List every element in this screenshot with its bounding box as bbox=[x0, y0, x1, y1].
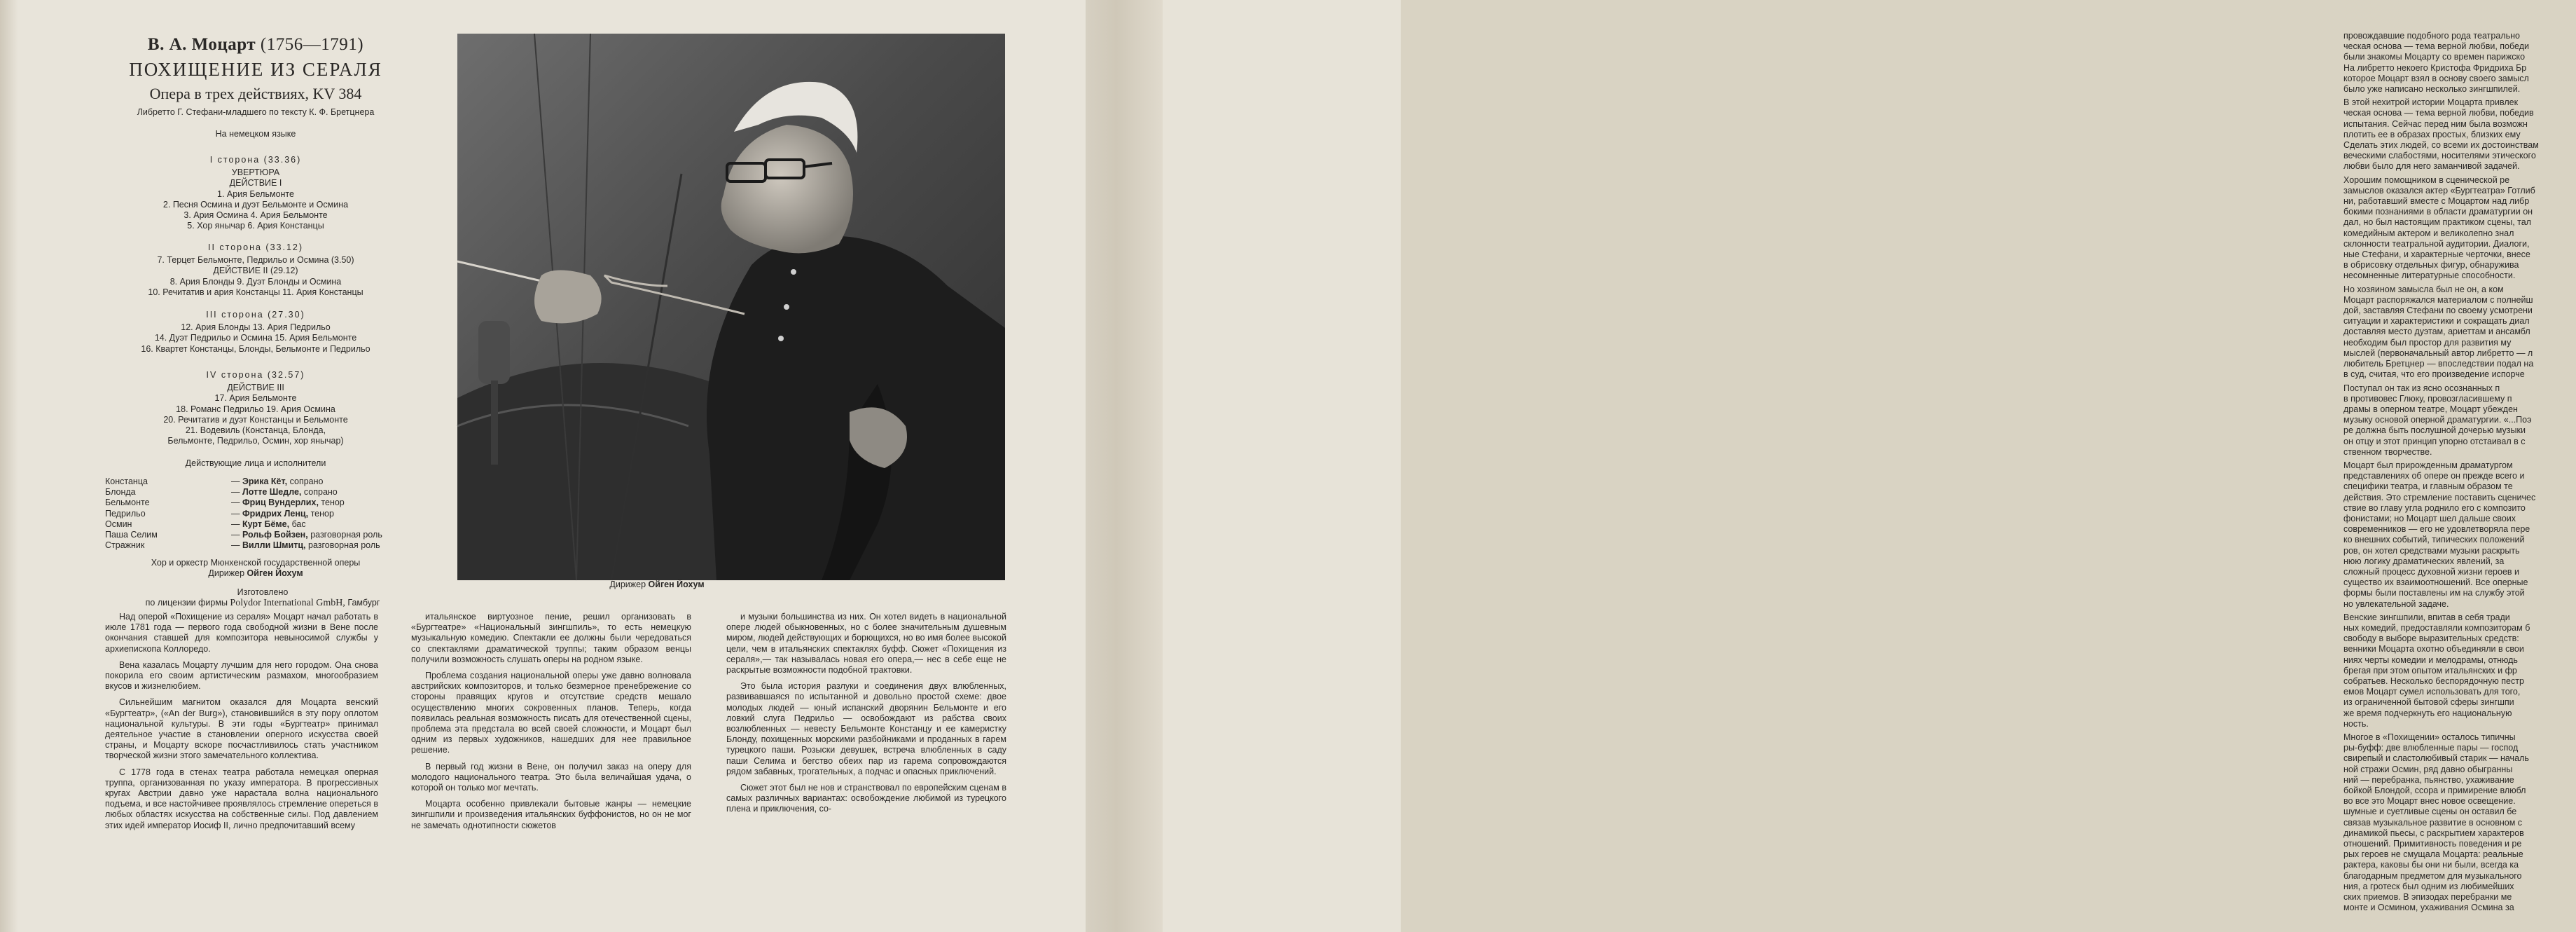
text-line: которое Моцарт взял в основу своего замысл bbox=[2343, 73, 2529, 83]
track-line: 21. Водевиль (Констанца, Блонда, bbox=[185, 425, 326, 436]
cast-row bbox=[105, 540, 420, 551]
side-block bbox=[91, 310, 420, 355]
track-line: 1. Ария Бельмонте bbox=[217, 189, 294, 199]
composer-line: В. А. Моцарт (1756—1791) bbox=[147, 35, 364, 54]
track-line: 7. Терцет Бельмонте, Педрильо и Осмина (3.50) bbox=[157, 255, 354, 266]
cast-row bbox=[105, 530, 420, 540]
cast-title: Действующие лица и исполнители bbox=[185, 458, 326, 468]
paragraph: и музыки большинства из них. Он хотел видеть в национальной опере людей обыкновенных, но с более значительным душевным миром, людей действующих и борющихся, но во имя более высокой цели, чем в итальянских спектаклях буфф. Сюжет «Похищения из сераля»,— так называлась новая его опера,— нес в себе еще не раскрытые возможности подобной трактовки. bbox=[726, 612, 1006, 676]
cast-dash: — bbox=[231, 530, 240, 540]
text-line: нюю логику драматических явлений, за bbox=[2343, 556, 2505, 566]
text-line: рактера, каковы бы они ни были, всегда ка bbox=[2343, 860, 2519, 870]
record-sleeve-spread bbox=[0, 0, 1086, 932]
text-line: комедийным актером и великолепно знал bbox=[2343, 228, 2514, 238]
text-line: доставляя место дуэтам, ариеттам и ансамбл bbox=[2343, 327, 2530, 337]
text-line: плотить ее в образах простых, близких ему bbox=[2343, 129, 2521, 139]
track-line: 12. Ария Блонды 13. Ария Педрильо bbox=[181, 322, 331, 333]
text-line: ствие во главу угла роднило его с композито bbox=[2343, 502, 2526, 513]
role-name: Осмин bbox=[105, 519, 132, 529]
paragraph bbox=[2331, 175, 2576, 282]
cast-row bbox=[105, 498, 420, 508]
text-line: дой, заставляя Стефани по своему усмотрени bbox=[2343, 306, 2533, 316]
text-line: в обрисовку отдельных фигур, обнаружива bbox=[2343, 260, 2519, 270]
side-heading: III сторона (27.30) bbox=[206, 310, 305, 320]
cast-row bbox=[105, 487, 420, 498]
article-column-2 bbox=[411, 612, 691, 831]
track-line: 18. Романс Педрильо 19. Ария Осмина bbox=[176, 404, 335, 414]
text-line: любитель Бретцнер — впоследствии подал на bbox=[2343, 359, 2534, 369]
text-line: же время подчеркнуть его национальную bbox=[2343, 708, 2512, 718]
text-line: ных комедий, предоставляли композиторам б bbox=[2343, 622, 2530, 633]
paragraph bbox=[2331, 285, 2576, 381]
text-line: было уже написано несколько зингшпилей. bbox=[2343, 84, 2521, 95]
text-line: действия. Это стремление поставить сценичес bbox=[2343, 492, 2536, 502]
text-line: любви было для него заманчивой задачей. bbox=[2343, 161, 2520, 172]
text-line: венники Моцарта охотно объединяли в свои bbox=[2343, 644, 2524, 655]
cast-dash: — bbox=[231, 540, 240, 551]
paragraph bbox=[2331, 97, 2576, 172]
text-line: собратьев. Несколько беспорядочную пестр bbox=[2343, 676, 2524, 686]
text-line: несомненные литературные способности. bbox=[2343, 270, 2516, 281]
text-line: дал, но был настоящим практиком сцены, тал bbox=[2343, 217, 2531, 228]
cast-list bbox=[105, 477, 420, 551]
track-line: ДЕЙСТВИЕ III bbox=[227, 383, 284, 393]
performers-line: Хор и оркестр Мюнхенской государственной оперы bbox=[151, 558, 361, 568]
text-line: он отцу и этот принцип упорно отстаивал в с bbox=[2343, 436, 2526, 446]
side-block bbox=[91, 242, 420, 298]
text-line: ний — перебранка, пьянство, ухаживание bbox=[2343, 774, 2514, 785]
paragraph bbox=[2331, 612, 2576, 729]
performer-name: Курт Бёме, bbox=[242, 519, 290, 529]
opera-subtitle: Опера в трех действиях, KV 384 bbox=[149, 85, 362, 102]
text-line: мыслей (первоначальный автор либретто — л bbox=[2343, 348, 2533, 358]
side-heading: II сторона (33.12) bbox=[207, 242, 304, 252]
track-line: 20. Речитатив и дуэт Констанцы и Бельмонте bbox=[163, 414, 348, 425]
performer-name: Вилли Шмитц, bbox=[242, 540, 306, 551]
performer bbox=[231, 498, 345, 508]
paragraph bbox=[2331, 31, 2576, 95]
voice-type: тенор bbox=[310, 508, 334, 519]
paragraph: Над оперой «Похищение из сераля» Моцарт начал работать в июле 1781 года — первого года свободной жизни в Вене после окончания ставшей для композитора невыносимой службы у архиепископа Коллоредо. bbox=[105, 612, 378, 654]
text-line: ских приемов. В эпизодах перебранки ме bbox=[2343, 892, 2512, 903]
paragraph: Это была история разлуки и соединения двух влюбленных, развивавшаяся по испытанной и довольно простой схеме: двое молодых людей — юный испанский дворянин Бельмонте и его ловкий слуга Педрильо — освобождают из рабства своих возлюбленных — невесту Бельмонте Констанцу и ее камеристку Блонду, похищенных морскими разбойниками и проданных в гарем турецкого паши. Розыски девушек, встреча влюбленных в саду паши Селима и бегство обеих пар из гарема сопровождаются рядом забавных, трогательных, а подчас и опасных приключений. bbox=[726, 681, 1006, 776]
page-edge bbox=[0, 0, 18, 932]
text-line: существо их взаимоотношений. Все оперные bbox=[2343, 577, 2528, 588]
text-line: формы были поставлены им на службу этой bbox=[2343, 588, 2525, 598]
text-line: брегая при этом опытом итальянских и фр bbox=[2343, 665, 2517, 676]
performer bbox=[231, 477, 323, 487]
album-header bbox=[98, 35, 413, 117]
cast-dash: — bbox=[231, 477, 240, 486]
text-line: представлениях об опере он прежде всего и bbox=[2343, 471, 2525, 481]
cast-dash: — bbox=[231, 519, 240, 529]
text-line: ственном творчестве. bbox=[2343, 446, 2432, 457]
text-line: ческая основа — тема верной любви, победив bbox=[2343, 108, 2534, 118]
performer-name: Фриц Вундерлих, bbox=[242, 498, 319, 508]
side-block bbox=[91, 155, 420, 231]
text-line: Венские зингшпили, впитав в себя тради bbox=[2343, 612, 2510, 622]
text-line: ры-буфф: две влюбленные пары — господ bbox=[2343, 743, 2519, 753]
voice-type: сопрано bbox=[289, 477, 324, 486]
text-line: Моцарт распоряжался материалом с полнейш bbox=[2343, 294, 2533, 305]
performer bbox=[231, 530, 382, 540]
text-line: ческая основа — тема верной любви, победи bbox=[2343, 41, 2529, 52]
role-name: Паша Селим bbox=[105, 530, 158, 540]
track-line: ДЕЙСТВИЕ II (29.12) bbox=[213, 266, 298, 276]
role-name: Блонда bbox=[105, 487, 136, 498]
paragraph: Моцарта особенно привлекали бытовые жанры — немецкие зингшпили и произведения итальянских буффонистов, но он не мог не замечать однотипности сюжетов bbox=[411, 799, 691, 830]
text-line: ситуации и характеристики и сокращать диал bbox=[2343, 316, 2530, 327]
cast-dash: — bbox=[231, 498, 240, 508]
performer-name: Фридрих Ленц, bbox=[242, 508, 309, 519]
text-line: были знакомы Моцарту со времен парижско bbox=[2343, 52, 2526, 62]
track-line: 5. Хор янычар 6. Ария Констанцы bbox=[187, 221, 324, 231]
text-line: отношений. Примитивность поведения и ре bbox=[2343, 839, 2522, 849]
track-line: 17. Ария Бельмонте bbox=[214, 393, 297, 404]
text-line: ни, работавший вместе с Моцартом над либр bbox=[2343, 196, 2530, 207]
role-name: Констанца bbox=[105, 477, 148, 486]
text-line: в противовес Глюку, провозгласившему п bbox=[2343, 393, 2512, 404]
track-line: 14. Дуэт Педрильо и Осмина 15. Ария Бельмонте bbox=[154, 333, 357, 343]
performer-name: Рольф Бойзен, bbox=[242, 530, 308, 540]
text-line: замыслов оказался актер «Бургтеатра» Готлиб bbox=[2343, 185, 2535, 196]
adjacent-page bbox=[1163, 0, 2539, 932]
conductor-photo bbox=[457, 34, 1005, 580]
voice-type: разговорная роль bbox=[310, 530, 382, 540]
text-line: шумные и суетливые сцены он оставил бе bbox=[2343, 807, 2517, 817]
license-note: Изготовлено по лицензии фирмы Polydor International GmbH, Гамбург bbox=[145, 587, 380, 609]
paragraph bbox=[2331, 460, 2576, 610]
text-line: Хорошим помощником в сценической ре bbox=[2343, 174, 2510, 185]
performer-name: Эрика Кёт, bbox=[242, 477, 288, 486]
cast-dash: — bbox=[231, 487, 240, 498]
paragraph: Вена казалась Моцарту лучшим для него городом. Она снова покорила его своим артистическим размахом, многообразием вкусов и жизнелюбием. bbox=[105, 659, 378, 692]
conductor-line: Дирижер Ойген Йохум bbox=[208, 568, 303, 578]
article-column-1 bbox=[105, 612, 378, 831]
text-line: фонистами; но Моцарт шел дальше своих bbox=[2343, 513, 2516, 523]
photo-caption: Дирижер Ойген Йохум bbox=[609, 580, 705, 589]
voice-type: тенор bbox=[321, 498, 345, 508]
text-line: ния, а гротеск был одним из любимейших bbox=[2343, 881, 2514, 891]
text-line: специфики театра, и главным образом те bbox=[2343, 481, 2513, 492]
text-line: ров, он хотел средствами музыки раскрыть bbox=[2343, 545, 2520, 556]
text-line: во все это Моцарт внес новое освещение. bbox=[2343, 796, 2516, 807]
text-line: свирепый и сластолюбивый старик — началь bbox=[2343, 753, 2529, 764]
text-line: драмы в оперном театре, Моцарт убежден bbox=[2343, 404, 2518, 414]
text-line: бойкой Блондой, ссора и примирение влюбл bbox=[2343, 786, 2526, 796]
voice-type: бас bbox=[291, 519, 306, 529]
text-line: Моцарт был прирожденным драматургом bbox=[2343, 460, 2513, 470]
text-line: в суд, считая, что его произведение испорче bbox=[2343, 369, 2525, 380]
text-line: На либретто некоего Кристофа Фридриха Бр bbox=[2343, 62, 2527, 73]
performer-name: Лотте Шедле, bbox=[242, 487, 302, 498]
text-line: Многое в «Похищении» осталось типичны bbox=[2343, 732, 2516, 742]
text-line: ниях черты комедии и мелодрамы, отнюдь bbox=[2343, 655, 2518, 665]
opera-title: ПОХИЩЕНИЕ ИЗ СЕРАЛЯ bbox=[129, 59, 382, 80]
performer bbox=[231, 540, 380, 551]
text-line: но увлекательной задаче. bbox=[2343, 598, 2449, 609]
text-line: ность. bbox=[2343, 718, 2369, 729]
voice-type: разговорная роль bbox=[308, 540, 380, 551]
text-line: необходим был простор для развития му bbox=[2343, 337, 2512, 348]
text-line: провождавшие подобного рода театрально bbox=[2343, 31, 2520, 41]
text-line: современников — его не удовлетворяла пере bbox=[2343, 524, 2530, 535]
track-line: ДЕЙСТВИЕ I bbox=[229, 178, 282, 189]
text-line: ной стражи Осмин, ряд давно обыгранны bbox=[2343, 764, 2513, 774]
performer bbox=[231, 509, 334, 519]
text-line: динамикой пьесы, с раскрытием характеров bbox=[2343, 828, 2524, 838]
voice-type: сопрано bbox=[303, 487, 338, 498]
text-line: из ограниченной бытовой сферы зингшпи bbox=[2343, 697, 2514, 708]
text-line: склонности театральной аудитории. Диалоги, bbox=[2343, 238, 2530, 249]
track-line: 16. Квартет Констанцы, Блонды, Бельмонте и Педрильо bbox=[141, 343, 371, 354]
text-line: свободу в выборе выразительных средств: bbox=[2343, 633, 2519, 644]
text-line: музыку основой оперной драматургии. «...Поэ bbox=[2343, 415, 2532, 425]
cast-row bbox=[105, 477, 420, 487]
article-column-3 bbox=[726, 612, 1006, 815]
track-line: 3. Ария Осмина 4. Ария Бельмонте bbox=[183, 210, 328, 221]
text-line: Но хозяином замысла был не он, а ком bbox=[2343, 284, 2504, 294]
text-line: Сделать этих людей, со всеми их достоинствам bbox=[2343, 140, 2539, 151]
cast-row bbox=[105, 509, 420, 519]
text-line: монте и Осмином, ухаживания Осмина за bbox=[2343, 903, 2514, 913]
track-line: 8. Ария Блонды 9. Дуэт Блонды и Осмина bbox=[169, 276, 342, 287]
role-name: Бельмонте bbox=[105, 498, 150, 508]
cast-row bbox=[105, 519, 420, 530]
sleeve-fold bbox=[1086, 0, 1163, 932]
text-line: ко внешних событий, типических положений bbox=[2343, 535, 2525, 545]
text-line: испытания. Сейчас перед ним была возможн bbox=[2343, 118, 2528, 129]
text-line: Поступал он так из ясно осознанных п bbox=[2343, 383, 2500, 393]
track-line: 2. Песня Осмина и дуэт Бельмонте и Осмина bbox=[162, 199, 349, 210]
text-line: бокими познаниями в области драматургии он bbox=[2343, 207, 2533, 217]
text-line: связав музыкальное развитие в основном с bbox=[2343, 817, 2523, 828]
language-note: На немецком языке bbox=[215, 129, 296, 139]
cast-dash: — bbox=[231, 508, 240, 519]
text-line: сложный процесс духовной жизни героев и bbox=[2343, 566, 2519, 577]
side-block bbox=[91, 370, 420, 446]
paragraph: В первый год жизни в Вене, он получил заказ на оперу для молодого национального театра. Это была величайшая удача, о которой он только мог мечтать. bbox=[411, 761, 691, 793]
article-column-4 bbox=[2331, 31, 2576, 913]
paragraph: итальянское виртуозное пение, решил организовать в «Бургтеатре» «Национальный зингшпиль», то есть немецкую музыкальную комедию. Спектакли ее должны были чередоваться со спектаклями драматической труппы; таким образом венцы получили возможность слушать оперы на родном языке. bbox=[411, 612, 691, 664]
paragraph: Проблема создания национальной оперы уже давно волновала австрийских композиторов, и только безмерное пренебрежение со стороны правящих кругов и отсутствие средств мешало осуществлению многих сокровенных планов. Теперь, когда появилась реальная возможность писать для отечественной сцены, проблема эта предстала во всей своей сложности, и Моцарт был одним из первых художников, нашедших для нее правильное решение. bbox=[411, 671, 691, 755]
text-line: благодарным предметом для музыкального bbox=[2343, 870, 2522, 881]
role-name: Педрильо bbox=[105, 508, 146, 519]
track-line: 10. Речитатив и ария Констанцы 11. Ария Констанцы bbox=[148, 287, 363, 297]
track-line: Бельмонте, Педрильо, Осмин, хор янычар) bbox=[167, 436, 344, 446]
performer bbox=[231, 519, 306, 530]
text-line: веческими слабостями, носителями этического bbox=[2343, 151, 2536, 161]
paragraph: С 1778 года в стенах театра работала немецкая оперная труппа, организованная по указу императора. В прогрессивных кругах Австрии давно уже нарастала волна национального подъема, и все настойчивее проявлялось стремление опереться в любых областях искусства на собственные силы. Под давлением этих идей император Иосиф II, лично предпочитавший всему bbox=[105, 767, 378, 830]
text-line: рых героев не смущала Моцарта: реальные bbox=[2343, 849, 2523, 860]
paragraph bbox=[2331, 732, 2576, 913]
text-line: емов Моцарт сумел использовать для того, bbox=[2343, 687, 2521, 697]
text-line: ные Стефани, и характерные черточки, внесе bbox=[2343, 249, 2530, 260]
libretto-credit: Либретто Г. Стефани-младшего по тексту К. Ф. Бретцнера bbox=[137, 107, 375, 117]
conductor-photo-image bbox=[457, 34, 1005, 580]
paragraph: Сюжет этот был не нов и странствовал по европейским сценам в самых различных вариантах: освобождение любимой из турецкого плена и приключения, со- bbox=[726, 783, 1006, 814]
side-heading: IV сторона (32.57) bbox=[206, 370, 305, 380]
role-name: Стражник bbox=[105, 540, 145, 551]
text-line: ре должна быть послушной дочерью музыки bbox=[2343, 425, 2526, 436]
side-heading: I сторона (33.36) bbox=[209, 155, 302, 165]
performer bbox=[231, 487, 338, 498]
paragraph: Сильнейшим магнитом оказался для Моцарта венский «Бургтеатр», («An der Burg»), становившийся в эту пору оплотом национальной культуры. В эти годы «Бургтеатр» принимал деятельное участие в становлении оперного искусства своей страны, и Моцарту вскоре посчастливилось стать участником творческой жизни этого замечательного коллектива. bbox=[105, 697, 378, 761]
track-line: УВЕРТЮРА bbox=[231, 167, 280, 178]
text-line: В этой нехитрой истории Моцарта привлек bbox=[2343, 97, 2519, 108]
paragraph bbox=[2331, 383, 2576, 458]
